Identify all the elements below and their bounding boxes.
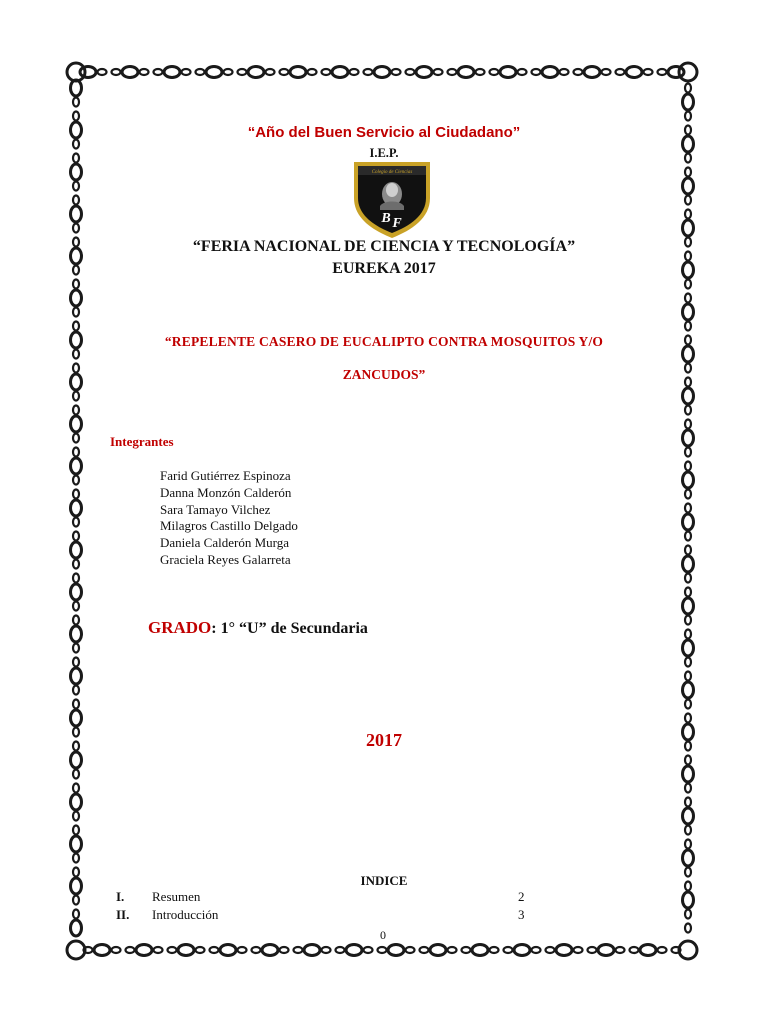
school-crest-logo: [350, 160, 434, 240]
institution-label: I.E.P.: [369, 146, 399, 160]
member-name: Farid Gutiérrez Espinoza: [160, 468, 291, 483]
grade-line: [148, 618, 368, 638]
project-title-line-1: “REPELENTE CASERO DE EUCALIPTO CONTRA MOSQUITOS Y/O: [164, 334, 604, 349]
index-entry-number: II.: [116, 907, 130, 922]
grade-value: : 1° “U” de Secundaria: [211, 620, 368, 637]
members-heading: Integrantes: [110, 434, 174, 449]
crest-monogram-b: B: [381, 211, 391, 226]
member-name: Danna Monzón Calderón: [160, 484, 292, 500]
page-number: 0: [380, 928, 386, 942]
grade-label: GRADO: [148, 618, 212, 637]
members-list: [160, 468, 298, 569]
index-heading: INDICE: [360, 873, 408, 888]
member-name: Daniela Calderón Murga: [160, 535, 289, 551]
national-motto: “Año del Buen Servicio al Ciudadano”: [247, 124, 521, 141]
crest-monogram-f: F: [392, 216, 402, 231]
member-name: Milagros Castillo Delgado: [160, 518, 298, 534]
project-title-line-2: ZANCUDOS”: [342, 367, 426, 382]
index-entry-label: Introducción: [152, 907, 219, 922]
index-entry-page: 2: [518, 889, 525, 904]
crest-top-text: Colegio de Ciencias: [371, 170, 413, 175]
index-entry-page: 3: [518, 907, 525, 922]
member-name: Sara Tamayo Vilchez: [160, 501, 271, 517]
member-name: Graciela Reyes Galarreta: [160, 551, 291, 567]
index-entry-label: Resumen: [152, 889, 201, 904]
fair-title: “FERIA NACIONAL DE CIENCIA Y TECNOLOGÍA”: [192, 238, 576, 255]
document-year: 2017: [366, 730, 402, 750]
index-entry-number: I.: [116, 889, 125, 904]
fair-subtitle: EUREKA 2017: [332, 260, 436, 277]
